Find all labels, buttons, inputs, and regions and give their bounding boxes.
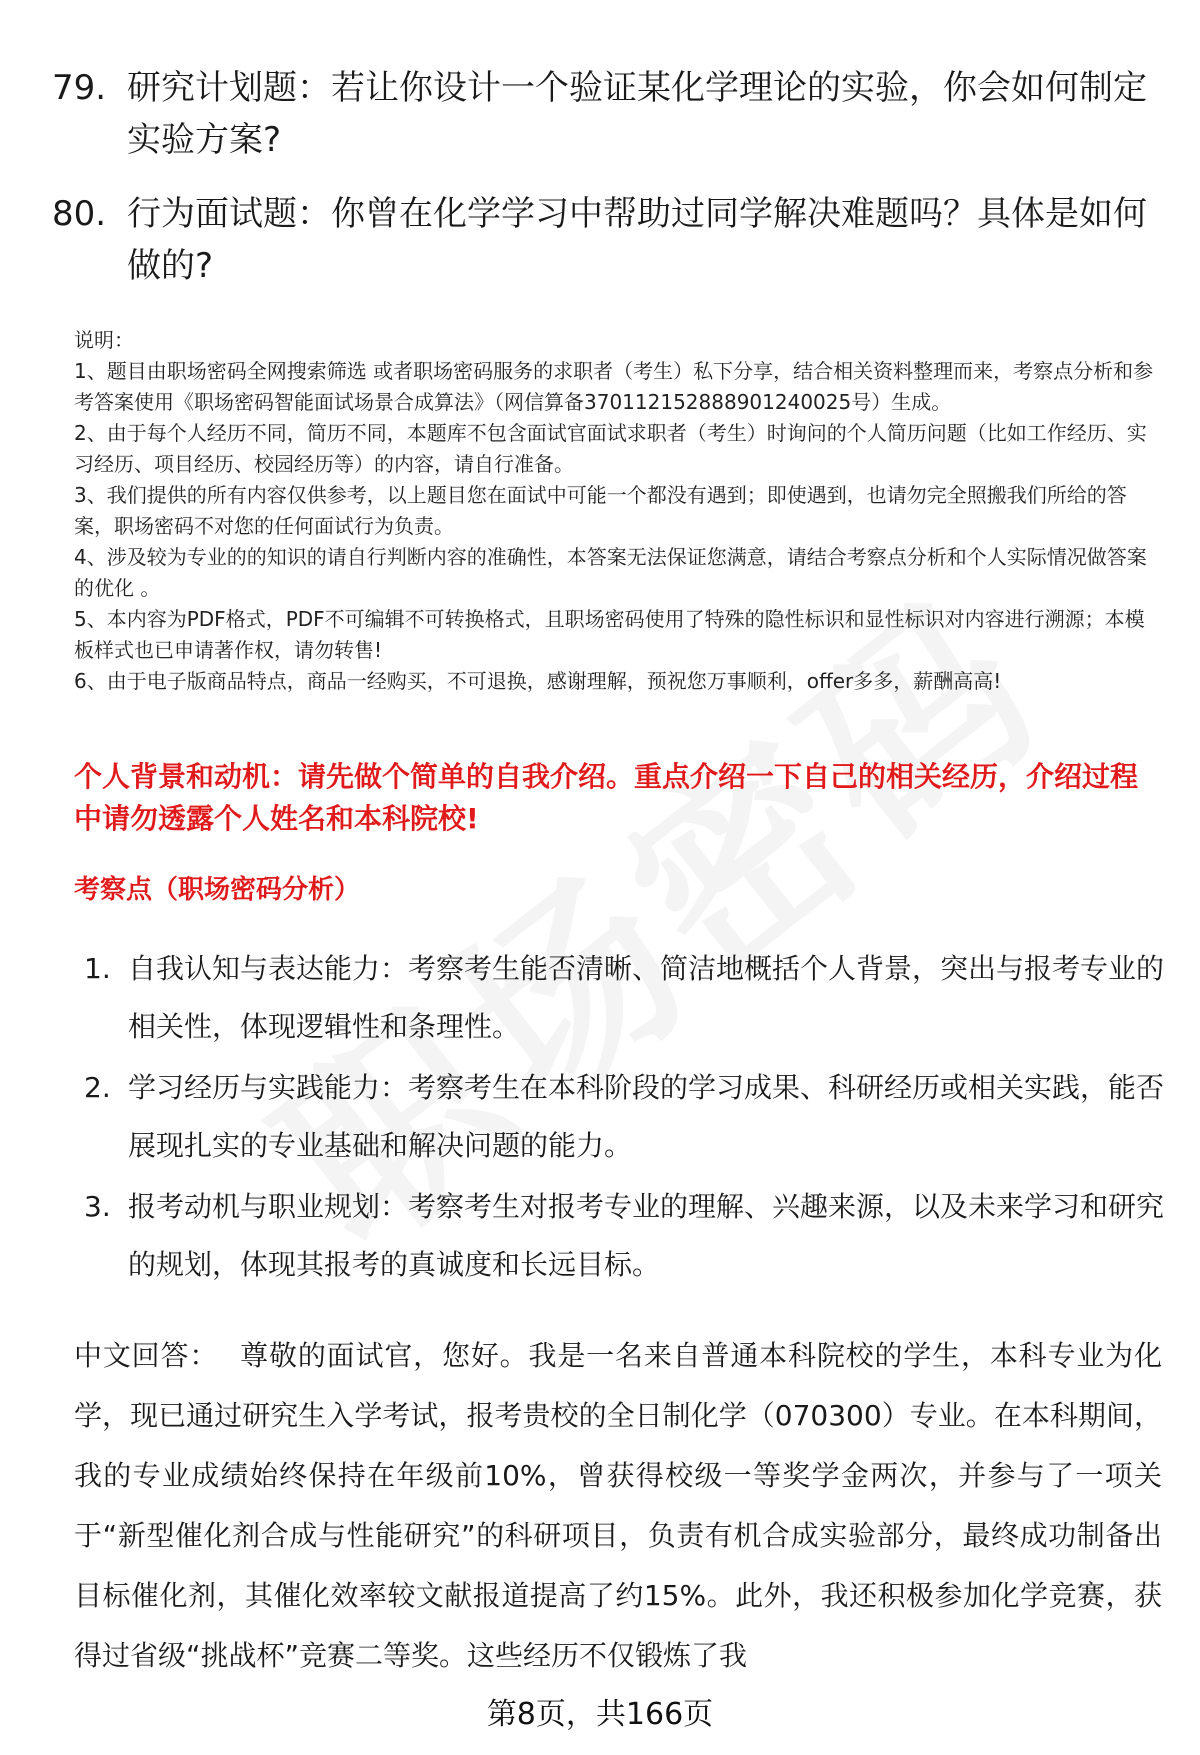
note-item: 6、由于电子版商品特点，商品一经购买，不可退换，感谢理解，预祝您万事顺利，offer多多，薪酬高高!	[74, 669, 1002, 693]
list-item	[84, 1059, 1164, 1175]
analysis-points-list	[84, 940, 1164, 1297]
note-item: 1、题目由职场密码全网搜索筛选 或者职场密码服务的求职者（考生）私下分享，结合相关资料整理而来，考察点分析和参考答案使用《职场密码智能面试场景合成算法》（网信算备370112152888901240025号）生成。	[74, 359, 1154, 414]
point-number: 3.	[84, 1190, 111, 1223]
answer-label: 中文回答：	[74, 1339, 219, 1372]
question-80	[52, 188, 1152, 292]
note-item: 5、本内容为PDF格式，PDF不可编辑不可转换格式，且职场密码使用了特殊的隐性标识和显性标识对内容进行溯源；本模板样式也已申请著作权，请勿转售!	[74, 607, 1145, 662]
point-number: 2.	[84, 1071, 111, 1104]
point-number: 1.	[84, 952, 111, 985]
question-79	[52, 62, 1152, 166]
page-footer: 第8页，共166页	[486, 1697, 714, 1732]
question-text: 研究计划题：若让你设计一个验证某化学理论的实验，你会如何制定实验方案?	[127, 68, 1147, 160]
analysis-heading: 考察点（职场密码分析）	[74, 875, 361, 905]
note-item: 2、由于每个人经历不同，简历不同，本题库不包含面试官面试求职者（考生）时询问的个人简历问题（比如工作经历、实习经历、项目经历、校园经历等）的内容，请自行准备。	[74, 421, 1147, 476]
interview-question: 个人背景和动机：请先做个简单的自我介绍。重点介绍一下自己的相关经历，介绍过程中请勿透露个人姓名和本科院校!	[74, 760, 1139, 835]
point-text: 学习经历与实践能力：考察考生在本科阶段的学习成果、科研经历或相关实践，能否展现扎实的专业基础和解决问题的能力。	[128, 1071, 1165, 1162]
list-item	[84, 1178, 1164, 1294]
notes-section	[74, 325, 1162, 697]
list-item	[84, 940, 1164, 1056]
answer-paragraph	[74, 1326, 1162, 1686]
question-text: 行为面试题：你曾在化学学习中帮助过同学解决难题吗？具体是如何做的?	[127, 194, 1147, 286]
point-text: 自我认知与表达能力：考察考生能否清晰、简洁地概括个人背景，突出与报考专业的相关性，体现逻辑性和条理性。	[128, 952, 1165, 1043]
notes-title: 说明：	[74, 328, 134, 352]
note-item: 3、我们提供的所有内容仅供参考，以上题目您在面试中可能一个都没有遇到；即使遇到，也请勿完全照搬我们所给的答案，职场密码不对您的任何面试行为负责。	[74, 483, 1127, 538]
answer-text: 尊敬的面试官，您好。我是一名来自普通本科院校的学生，本科专业为化学，现已通过研究生入学考试，报考贵校的全日制化学（070300）专业。在本科期间，我的专业成绩始终保持在年级前10%，曾获得校级一等奖学金两次，并参与了一项关于“新型催化剂合成与性能研究”的科研项目，负责有机合成实验部分，最终成功制备出目标催化剂，其催化效率较文献报道提高了约15%。此外，我还积极参加化学竞赛，获得过省级“挑战杯”竞赛二等奖。这些经历不仅锻炼了我	[74, 1339, 1162, 1672]
question-number: 79.	[52, 68, 107, 108]
question-number: 80.	[52, 194, 107, 234]
point-text: 报考动机与职业规划：考察考生对报考专业的理解、兴趣来源，以及未来学习和研究的规划，体现其报考的真诚度和长远目标。	[128, 1190, 1165, 1281]
note-item: 4、涉及较为专业的的知识的请自行判断内容的准确性，本答案无法保证您满意，请结合考察点分析和个人实际情况做答案的优化 。	[74, 545, 1147, 600]
